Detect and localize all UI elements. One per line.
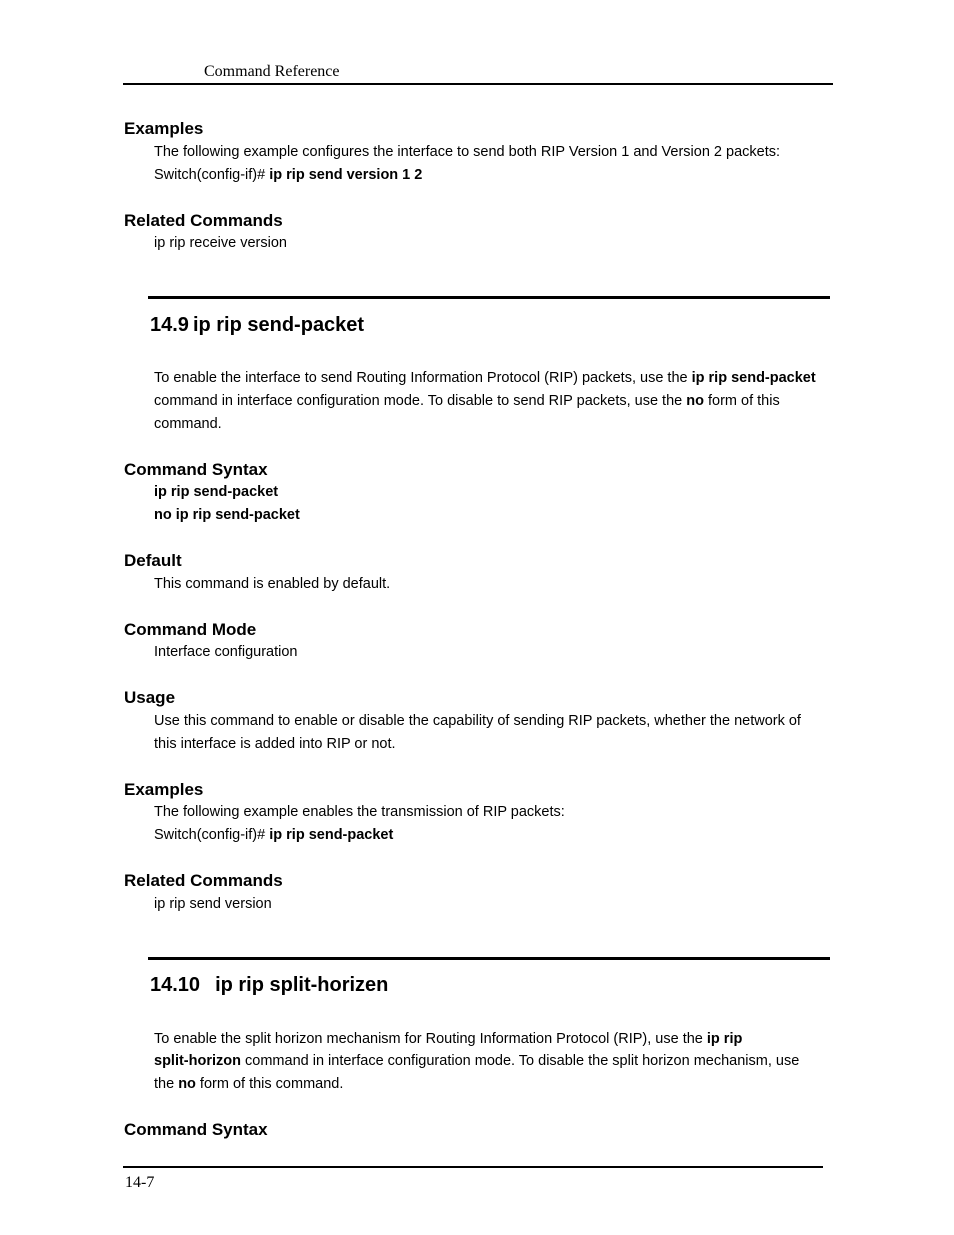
example-command-line: [154, 824, 393, 847]
usage-line-1: Use this command to enable or disable the capability of sending RIP packets, whether the network of: [154, 713, 801, 729]
intro-text: form of this: [703, 393, 780, 409]
default-heading: Default: [124, 551, 182, 570]
syntax-line: [154, 481, 278, 504]
intro-text: the: [154, 1076, 179, 1092]
cli-prompt: Switch(config-if)#: [154, 827, 266, 843]
examples-heading: Examples: [124, 780, 204, 799]
related-commands-heading: Related Commands: [124, 871, 283, 890]
default-text: This command is enabled by default.: [154, 576, 391, 592]
command-mode-text: Interface configuration: [154, 644, 298, 660]
cli-prompt: Switch(config-if)#: [154, 167, 266, 183]
intro-keyword: no: [178, 1076, 196, 1092]
intro-line-2: [154, 390, 780, 413]
running-header: Command Reference: [204, 63, 340, 80]
cli-command: ip rip send-packet: [269, 827, 394, 843]
section-number: 14.10: [150, 974, 201, 996]
intro-line-1: [154, 367, 816, 390]
command-mode-heading: Command Mode: [124, 620, 257, 639]
intro-text: To enable the split horizon mechanism for Routing Information Protocol (RIP), use the: [154, 1031, 707, 1047]
intro-text: form of this command.: [195, 1076, 344, 1092]
examples-text: The following example enables the transmission of RIP packets:: [154, 804, 565, 820]
intro-text: To enable the interface to send Routing Information Protocol (RIP) packets, use the: [154, 370, 692, 386]
example-command-line: [154, 164, 422, 187]
command-syntax-heading: Command Syntax: [124, 460, 268, 479]
footer-rule: [123, 1166, 823, 1168]
intro-line-2: [154, 1050, 799, 1073]
intro-command: ip rip send-packet: [691, 370, 816, 386]
page-number: 14-7: [125, 1174, 155, 1191]
section-title-14-9: [150, 313, 364, 337]
related-commands-text: ip rip receive version: [154, 235, 287, 251]
intro-keyword: no: [686, 393, 704, 409]
cli-command: ip rip send version 1 2: [269, 167, 423, 183]
header-rule: [123, 83, 833, 85]
section-rule: [148, 296, 830, 299]
examples-heading: Examples: [124, 119, 204, 138]
intro-line-3: [154, 1073, 343, 1096]
intro-line-1: [154, 1028, 742, 1051]
syntax-command: no ip rip send-packet: [154, 507, 300, 523]
intro-command: split-horizon: [154, 1053, 241, 1069]
syntax-line: [154, 504, 300, 527]
usage-heading: Usage: [124, 688, 176, 707]
section-title-text: ip rip split-horizen: [215, 974, 389, 996]
section-rule: [148, 957, 830, 960]
section-title-text: ip rip send-packet: [192, 314, 365, 336]
intro-line-3: command.: [154, 416, 222, 432]
section-title-14-10: [150, 973, 388, 997]
section-number: 14.9: [150, 314, 189, 336]
intro-text: command in interface configuration mode. To disable to send RIP packets, use the: [154, 393, 687, 409]
related-commands-heading: Related Commands: [124, 211, 283, 230]
examples-text: The following example configures the interface to send both RIP Version 1 and Version 2 packets:: [154, 144, 781, 160]
command-syntax-heading: Command Syntax: [124, 1120, 268, 1139]
intro-command: ip rip: [706, 1031, 743, 1047]
related-commands-text: ip rip send version: [154, 896, 272, 912]
usage-line-2: this interface is added into RIP or not.: [154, 736, 396, 752]
syntax-command: ip rip send-packet: [154, 484, 279, 500]
intro-text: command in interface configuration mode. To disable the split horizon mechanism, use: [241, 1053, 800, 1069]
